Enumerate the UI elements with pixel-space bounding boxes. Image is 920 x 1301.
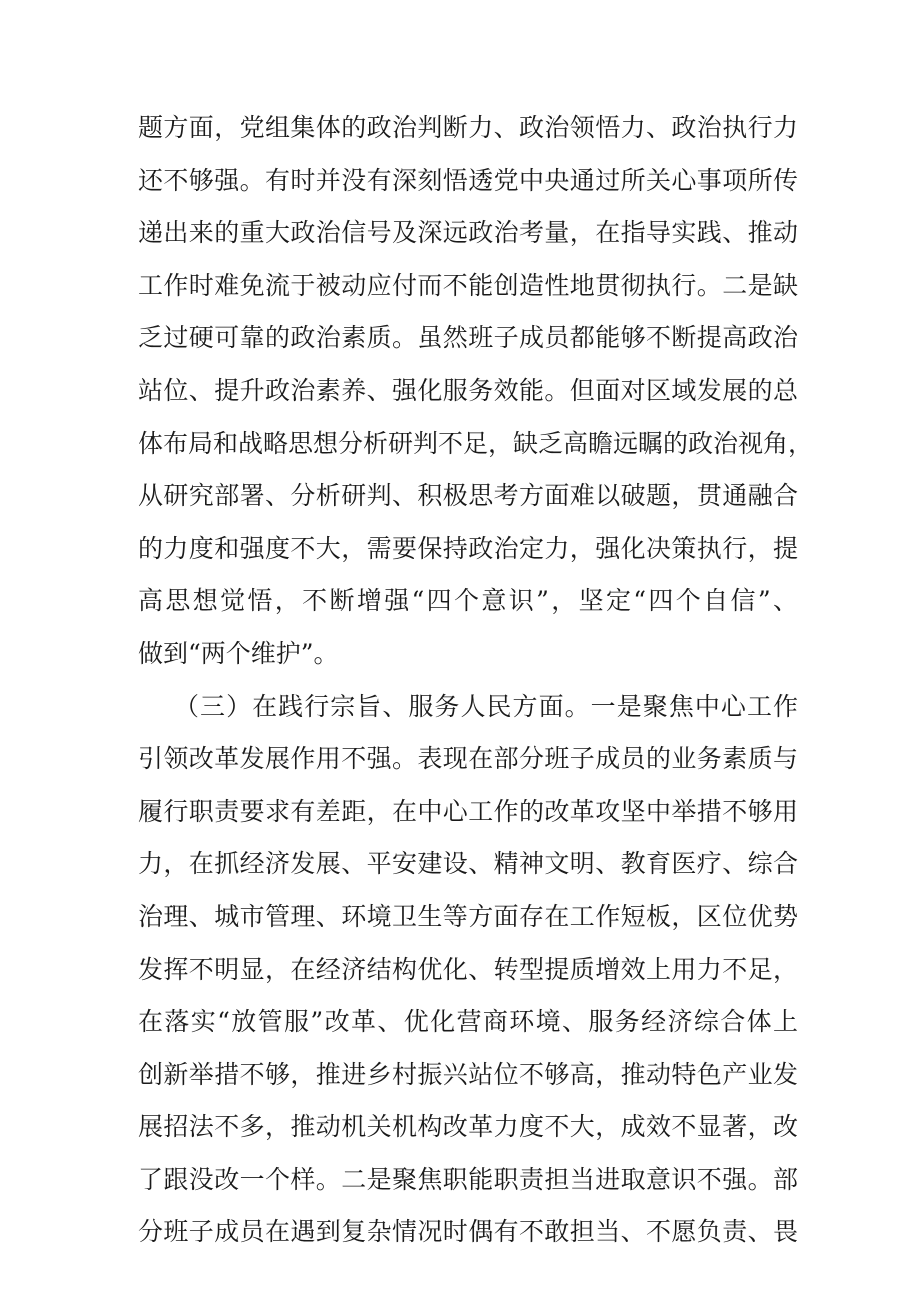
paragraph-end-line: 做到“两个维护”。 [138,638,339,668]
text-line: 站位、提升政治素养、强化服务效能。但面对区域发展的总 [138,375,798,405]
text-line: 发挥不明显，在经济结构优化、转型提质增效上用力不足， [138,954,798,984]
text-line: 还不够强。有时并没有深刻悟透党中央通过所关心事项所传 [138,165,798,195]
text-line: 力，在抓经济发展、平安建设、精神文明、教育医疗、综合 [138,849,798,879]
text-line: 工作时难免流于被动应付而不能创造性地贯彻执行。二是缺 [138,270,798,300]
body-text [138,102,814,1259]
text-line: 创新举措不够，推进乡村振兴站位不够高，推动特色产业发 [138,1059,798,1089]
text-line: 题方面，党组集体的政治判断力、政治领悟力、政治执行力 [138,113,798,142]
text-line: 的力度和强度不大，需要保持政治定力，强化决策执行，提 [138,533,798,563]
text-line: 递出来的重大政治信号及深远政治考量，在指导实践、推动 [138,218,798,248]
text-line: 乏过硬可靠的政治素质。虽然班子成员都能够不断提高政治 [138,323,798,353]
text-line: 分班子成员在遇到复杂情况时偶有不敢担当、不愿负责、畏 [138,1217,798,1247]
text-line: 在落实“放管服”改革、优化营商环境、服务经济综合体上 [138,1007,798,1037]
text-line: 了跟没改一个样。二是聚焦职能职责担当进取意识不强。部 [138,1164,798,1194]
text-line: 引领改革发展作用不强。表现在部分班子成员的业务素质与 [138,744,798,774]
text-line: 体布局和战略思想分析研判不足，缺乏高瞻远瞩的政治视角， [138,428,814,458]
text-line: 从研究部署、分析研判、积极思考方面难以破题，贯通融合 [138,481,798,511]
text-line: 高思想觉悟，不断增强“四个意识”，坚定“四个自信”、 [138,586,798,616]
section-heading-line: （三）在践行宗旨、服务人民方面。一是聚焦中心工作 [174,691,798,721]
text-line: 履行职责要求有差距，在中心工作的改革攻坚中举措不够用 [138,796,798,826]
text-line: 展招法不多，推动机关机构改革力度不大，成效不显著，改 [138,1112,798,1142]
text-line: 治理、城市管理、环境卫生等方面存在工作短板，区位优势 [138,901,798,931]
